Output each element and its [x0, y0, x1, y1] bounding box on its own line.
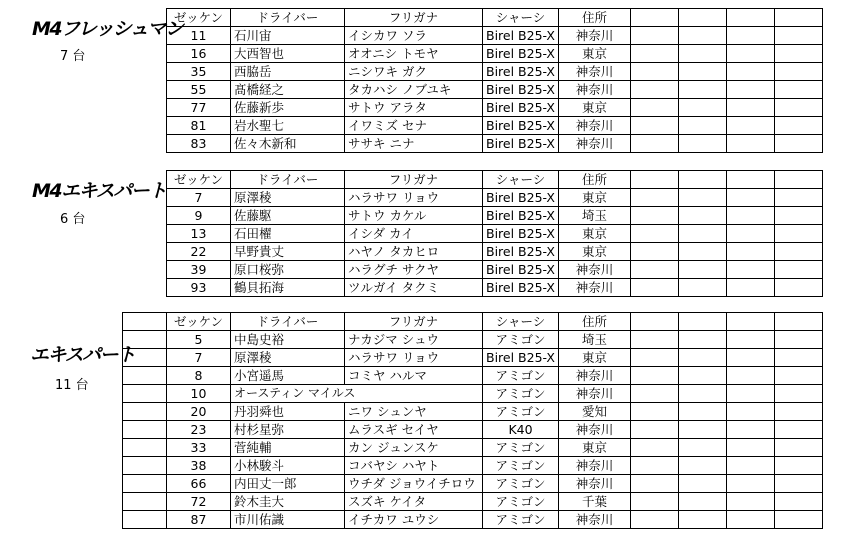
driver-kana: ツルガイ タクミ: [345, 279, 483, 297]
driver-kana: オオニシ トモヤ: [345, 45, 483, 63]
blank-cell: [774, 261, 822, 279]
blank-cell: [774, 279, 822, 297]
blank-cell: [630, 117, 678, 135]
driver-kana: ハヤノ タカヒロ: [345, 243, 483, 261]
prefecture: 東京: [558, 45, 630, 63]
driver-kana: スズキ ケイタ: [345, 493, 483, 511]
blank-cell: [774, 421, 822, 439]
entry-number: 81: [167, 117, 231, 135]
chassis-name: アミゴン: [483, 511, 559, 529]
driver-kana: コバヤシ ハヤト: [345, 457, 483, 475]
driver-name: 市川佑識: [231, 511, 345, 529]
kana-header: フリガナ: [345, 171, 483, 189]
driver-name: 原口桜弥: [231, 261, 345, 279]
blank-cell: [123, 439, 167, 457]
table-row: [167, 117, 823, 135]
blank-cell: [726, 171, 774, 189]
entry-number: 93: [167, 279, 231, 297]
driver-name: 髙橋経之: [231, 81, 345, 99]
driver-kana: イワミズ セナ: [345, 117, 483, 135]
table-row: [167, 135, 823, 153]
blank-cell: [678, 475, 726, 493]
driver-kana: カン ジュンスケ: [345, 439, 483, 457]
chassis-name: アミゴン: [483, 403, 559, 421]
driver-header: ドライバー: [231, 9, 345, 27]
driver-kana: イシカワ ソラ: [345, 27, 483, 45]
blank-cell: [774, 457, 822, 475]
blank-cell: [630, 403, 678, 421]
blank-cell: [726, 207, 774, 225]
table-row: [123, 403, 823, 421]
pref-header: 住所: [558, 171, 630, 189]
driver-kana: サトウ アラタ: [345, 99, 483, 117]
driver-name: 菅純輔: [231, 439, 345, 457]
prefecture: 神奈川: [558, 261, 630, 279]
driver-name: 鈴木圭大: [231, 493, 345, 511]
blank-cell: [678, 81, 726, 99]
prefecture: 神奈川: [558, 117, 630, 135]
chassis-name: Birel B25-X: [483, 225, 559, 243]
blank-cell: [123, 349, 167, 367]
blank-cell: [726, 189, 774, 207]
blank-cell: [630, 313, 678, 331]
table-row: [167, 279, 823, 297]
blank-cell: [630, 63, 678, 81]
blank-cell: [630, 511, 678, 529]
table-row: [123, 367, 823, 385]
table-row: [167, 207, 823, 225]
entry-number: 72: [167, 493, 231, 511]
pref-header: 住所: [558, 9, 630, 27]
prefecture: 埼玉: [558, 331, 630, 349]
table-row: [123, 421, 823, 439]
chassis-name: アミゴン: [483, 457, 559, 475]
prefecture: 神奈川: [558, 475, 630, 493]
driver-name: 西脇岳: [231, 63, 345, 81]
blank-cell: [678, 9, 726, 27]
chassis-name: Birel B25-X: [483, 81, 559, 99]
blank-cell: [726, 511, 774, 529]
blank-cell: [774, 189, 822, 207]
driver-name: 大西智也: [231, 45, 345, 63]
entry-number: 20: [167, 403, 231, 421]
blank-cell: [630, 493, 678, 511]
pref-header: 住所: [558, 313, 630, 331]
table-row: [123, 385, 823, 403]
blank-cell: [123, 313, 167, 331]
driver-kana: ハラグチ サクヤ: [345, 261, 483, 279]
blank-cell: [726, 421, 774, 439]
chassis-name: Birel B25-X: [483, 261, 559, 279]
table-row: [167, 27, 823, 45]
blank-cell: [678, 243, 726, 261]
prefecture: 神奈川: [558, 385, 630, 403]
prefecture: 神奈川: [558, 135, 630, 153]
driver-name: 小宮遥馬: [231, 367, 345, 385]
blank-cell: [678, 313, 726, 331]
blank-cell: [726, 63, 774, 81]
chassis-name: アミゴン: [483, 493, 559, 511]
driver-name: 内田丈一郎: [231, 475, 345, 493]
blank-cell: [123, 385, 167, 403]
number-header: ゼッケン: [167, 9, 231, 27]
entry-table-m4-freshman: [166, 8, 823, 153]
prefecture: 埼玉: [558, 207, 630, 225]
blank-cell: [678, 225, 726, 243]
blank-cell: [774, 171, 822, 189]
chassis-name: Birel B25-X: [483, 279, 559, 297]
blank-cell: [774, 99, 822, 117]
prefecture: 東京: [558, 349, 630, 367]
entry-table-m4-expert: [166, 170, 823, 297]
driver-name: 佐々木新和: [231, 135, 345, 153]
blank-cell: [774, 439, 822, 457]
entry-number: 83: [167, 135, 231, 153]
blank-cell: [678, 171, 726, 189]
blank-cell: [630, 349, 678, 367]
entry-number: 13: [167, 225, 231, 243]
chassis-name: アミゴン: [483, 331, 559, 349]
blank-cell: [726, 349, 774, 367]
entry-number: 11: [167, 27, 231, 45]
entry-number: 8: [167, 367, 231, 385]
chassis-name: Birel B25-X: [483, 99, 559, 117]
driver-name: 原澤稜: [231, 349, 345, 367]
entry-number: 16: [167, 45, 231, 63]
entry-number: 22: [167, 243, 231, 261]
chassis-name: アミゴン: [483, 367, 559, 385]
header-row: [167, 9, 823, 27]
blank-cell: [678, 279, 726, 297]
entry-number: 39: [167, 261, 231, 279]
blank-cell: [726, 457, 774, 475]
prefecture: 東京: [558, 225, 630, 243]
entry-number: 38: [167, 457, 231, 475]
entry-number: 10: [167, 385, 231, 403]
prefecture: 神奈川: [558, 457, 630, 475]
driver-kana: ナカジマ シュウ: [345, 331, 483, 349]
blank-cell: [630, 261, 678, 279]
blank-cell: [726, 117, 774, 135]
prefecture: 神奈川: [558, 279, 630, 297]
driver-kana: ハラサワ リョウ: [345, 349, 483, 367]
driver-name: 佐藤新歩: [231, 99, 345, 117]
blank-cell: [630, 9, 678, 27]
blank-cell: [630, 45, 678, 63]
blank-cell: [630, 207, 678, 225]
prefecture: 神奈川: [558, 421, 630, 439]
driver-name: 原澤稜: [231, 189, 345, 207]
table-row: [167, 243, 823, 261]
table-row: [123, 349, 823, 367]
class-title-m4-expert: M4エキスパート: [32, 180, 166, 202]
blank-cell: [726, 27, 774, 45]
header-row: [167, 171, 823, 189]
blank-cell: [630, 135, 678, 153]
driver-kana: ムラスギ セイヤ: [345, 421, 483, 439]
blank-cell: [726, 493, 774, 511]
prefecture: 東京: [558, 243, 630, 261]
driver-kana: ハラサワ リョウ: [345, 189, 483, 207]
class-title-m4-freshman: M4フレッシュマン: [32, 18, 183, 40]
blank-cell: [678, 207, 726, 225]
chassis-name: アミゴン: [483, 475, 559, 493]
blank-cell: [774, 511, 822, 529]
driver-kana: イチカワ ユウシ: [345, 511, 483, 529]
chassis-name: Birel B25-X: [483, 243, 559, 261]
entry-number: 7: [167, 189, 231, 207]
blank-cell: [774, 207, 822, 225]
blank-cell: [678, 63, 726, 81]
driver-name: 丹羽舜也: [231, 403, 345, 421]
blank-cell: [123, 475, 167, 493]
driver-name: オースティン マイルス: [231, 385, 483, 403]
driver-kana: タカハシ ノブユキ: [345, 81, 483, 99]
driver-name: 中島史裕: [231, 331, 345, 349]
blank-cell: [123, 457, 167, 475]
blank-cell: [630, 243, 678, 261]
blank-cell: [726, 313, 774, 331]
table-row: [123, 493, 823, 511]
table-row: [167, 261, 823, 279]
table-row: [123, 331, 823, 349]
entry-number: 55: [167, 81, 231, 99]
blank-cell: [726, 99, 774, 117]
blank-cell: [678, 27, 726, 45]
prefecture: 愛知: [558, 403, 630, 421]
blank-cell: [123, 421, 167, 439]
blank-cell: [726, 225, 774, 243]
blank-cell: [630, 225, 678, 243]
chassis-name: Birel B25-X: [483, 349, 559, 367]
chassis-name: Birel B25-X: [483, 189, 559, 207]
entry-number: 5: [167, 331, 231, 349]
number-header: ゼッケン: [167, 171, 231, 189]
driver-kana: イシダ カイ: [345, 225, 483, 243]
blank-cell: [774, 313, 822, 331]
class-count-expert: 11 台: [55, 378, 89, 393]
blank-cell: [774, 81, 822, 99]
blank-cell: [630, 99, 678, 117]
blank-cell: [123, 367, 167, 385]
chassis-name: Birel B25-X: [483, 135, 559, 153]
table-row: [167, 81, 823, 99]
blank-cell: [726, 45, 774, 63]
blank-cell: [774, 385, 822, 403]
blank-cell: [774, 27, 822, 45]
blank-cell: [678, 261, 726, 279]
blank-cell: [630, 331, 678, 349]
blank-cell: [678, 511, 726, 529]
blank-cell: [123, 493, 167, 511]
blank-cell: [678, 331, 726, 349]
chassis-name: Birel B25-X: [483, 117, 559, 135]
driver-name: 石田櫂: [231, 225, 345, 243]
blank-cell: [726, 385, 774, 403]
blank-cell: [774, 331, 822, 349]
blank-cell: [678, 45, 726, 63]
chassis-name: アミゴン: [483, 439, 559, 457]
blank-cell: [678, 385, 726, 403]
entry-number: 77: [167, 99, 231, 117]
blank-cell: [726, 81, 774, 99]
blank-cell: [774, 45, 822, 63]
blank-cell: [630, 421, 678, 439]
blank-cell: [726, 9, 774, 27]
chassis-header: シャーシ: [483, 9, 559, 27]
number-header: ゼッケン: [167, 313, 231, 331]
blank-cell: [630, 279, 678, 297]
driver-name: 早野貴丈: [231, 243, 345, 261]
driver-kana: ササキ ニナ: [345, 135, 483, 153]
driver-name: 石川宙: [231, 27, 345, 45]
prefecture: 東京: [558, 189, 630, 207]
driver-kana: ニワ シュンヤ: [345, 403, 483, 421]
header-row: [123, 313, 823, 331]
blank-cell: [630, 27, 678, 45]
prefecture: 神奈川: [558, 367, 630, 385]
driver-kana: ニシワキ ガク: [345, 63, 483, 81]
blank-cell: [726, 403, 774, 421]
blank-cell: [726, 279, 774, 297]
blank-cell: [678, 367, 726, 385]
blank-cell: [630, 385, 678, 403]
entry-number: 66: [167, 475, 231, 493]
chassis-name: Birel B25-X: [483, 45, 559, 63]
driver-name: 鶴貝拓海: [231, 279, 345, 297]
entry-number: 9: [167, 207, 231, 225]
entry-number: 7: [167, 349, 231, 367]
blank-cell: [678, 439, 726, 457]
class-title-expert: エキスパート: [30, 344, 135, 366]
blank-cell: [678, 421, 726, 439]
blank-cell: [726, 367, 774, 385]
blank-cell: [630, 475, 678, 493]
prefecture: 東京: [558, 99, 630, 117]
blank-cell: [678, 117, 726, 135]
table-row: [123, 511, 823, 529]
driver-name: 小林駿斗: [231, 457, 345, 475]
driver-header: ドライバー: [231, 313, 345, 331]
table-row: [123, 457, 823, 475]
blank-cell: [678, 349, 726, 367]
blank-cell: [630, 81, 678, 99]
prefecture: 東京: [558, 439, 630, 457]
prefecture: 神奈川: [558, 511, 630, 529]
table-row: [167, 63, 823, 81]
prefecture: 神奈川: [558, 81, 630, 99]
blank-cell: [123, 403, 167, 421]
blank-cell: [726, 135, 774, 153]
entry-number: 87: [167, 511, 231, 529]
blank-cell: [630, 439, 678, 457]
driver-kana: サトウ カケル: [345, 207, 483, 225]
blank-cell: [774, 225, 822, 243]
prefecture: 神奈川: [558, 63, 630, 81]
blank-cell: [774, 367, 822, 385]
entry-table-expert: [122, 312, 823, 529]
chassis-name: K40: [483, 421, 559, 439]
blank-cell: [726, 439, 774, 457]
blank-cell: [774, 403, 822, 421]
entry-number: 23: [167, 421, 231, 439]
table-row: [123, 439, 823, 457]
kana-header: フリガナ: [345, 9, 483, 27]
blank-cell: [726, 261, 774, 279]
class-count-m4-freshman: 7 台: [60, 49, 86, 64]
blank-cell: [678, 403, 726, 421]
blank-cell: [774, 117, 822, 135]
entry-number: 33: [167, 439, 231, 457]
blank-cell: [774, 243, 822, 261]
blank-cell: [678, 99, 726, 117]
blank-cell: [774, 9, 822, 27]
blank-cell: [726, 243, 774, 261]
driver-header: ドライバー: [231, 171, 345, 189]
blank-cell: [678, 189, 726, 207]
blank-cell: [774, 475, 822, 493]
chassis-name: Birel B25-X: [483, 27, 559, 45]
blank-cell: [774, 63, 822, 81]
chassis-header: シャーシ: [483, 313, 559, 331]
prefecture: 神奈川: [558, 27, 630, 45]
entry-number: 35: [167, 63, 231, 81]
blank-cell: [630, 171, 678, 189]
blank-cell: [774, 349, 822, 367]
blank-cell: [123, 511, 167, 529]
table-row: [123, 475, 823, 493]
blank-cell: [630, 367, 678, 385]
chassis-name: アミゴン: [483, 385, 559, 403]
blank-cell: [726, 475, 774, 493]
driver-kana: ウチダ ジョウイチロウ: [345, 475, 483, 493]
blank-cell: [630, 189, 678, 207]
blank-cell: [774, 135, 822, 153]
table-row: [167, 189, 823, 207]
blank-cell: [678, 493, 726, 511]
blank-cell: [678, 457, 726, 475]
driver-kana: コミヤ ハルマ: [345, 367, 483, 385]
chassis-name: Birel B25-X: [483, 63, 559, 81]
blank-cell: [678, 135, 726, 153]
table-row: [167, 225, 823, 243]
chassis-header: シャーシ: [483, 171, 559, 189]
prefecture: 千葉: [558, 493, 630, 511]
driver-name: 岩水聖七: [231, 117, 345, 135]
blank-cell: [726, 331, 774, 349]
table-row: [167, 45, 823, 63]
driver-name: 村杉星弥: [231, 421, 345, 439]
blank-cell: [123, 331, 167, 349]
class-count-m4-expert: 6 台: [60, 212, 86, 227]
kana-header: フリガナ: [345, 313, 483, 331]
table-row: [167, 99, 823, 117]
chassis-name: Birel B25-X: [483, 207, 559, 225]
blank-cell: [630, 457, 678, 475]
driver-name: 佐藤駆: [231, 207, 345, 225]
blank-cell: [774, 493, 822, 511]
